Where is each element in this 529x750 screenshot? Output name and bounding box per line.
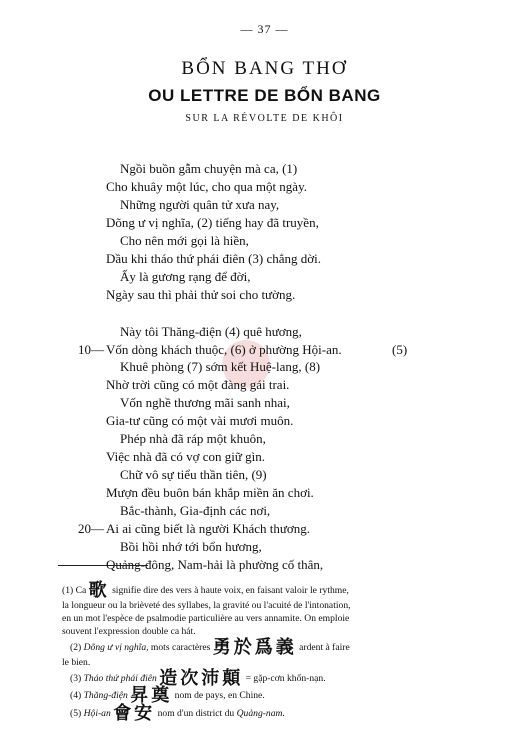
page-number: — 37 — <box>240 22 289 36</box>
footnote-3-meaning: = gặp-cơn khốn-nạn. <box>245 673 326 684</box>
footnote-1-cont: la longueur ou la brièveté des syllabes, la gravité ou l'acuité de l'intonation, <box>62 600 351 611</box>
verse-line: Nhờ trời cũng có một đàng gái trai. <box>106 377 290 392</box>
line-number-20: 20— <box>78 521 104 536</box>
verse-line: Bồi hồi nhớ tới bổn hương, <box>120 539 262 554</box>
footnote-2 <box>70 637 472 657</box>
footnote-3 <box>70 668 472 688</box>
footnote-5-term: Hội-an <box>83 708 111 719</box>
footnote-4-label: (4) <box>70 690 82 701</box>
footnote-3-characters: 造次沛顛 <box>159 668 244 688</box>
verse-line: Gia-tư cũng có một vài mươi muôn. <box>106 413 294 428</box>
footnote-1-cont: en un mot l'espèce de psalmodie particulière au vers annamite. On emploie <box>62 613 350 624</box>
footnote-5-label: (5) <box>70 708 82 719</box>
footnote-2-characters: 勇於爲義 <box>212 637 297 657</box>
footnote-1-character: 歌 <box>88 580 110 600</box>
verse-line: Ngồi buồn gẫm chuyện mà ca, (1) <box>120 161 298 176</box>
verse-line: Này tôi Thăng-điện (4) quê hương, <box>120 324 302 339</box>
footnote-1-label: (1) Ca <box>62 585 87 596</box>
footnote-2-label: (2) <box>70 642 82 653</box>
footnote-4-term: Thăng-điện <box>83 690 128 701</box>
footnote-5-place: Quảng-nam. <box>236 708 285 719</box>
verse-line: Quảng-đông, Nam-hải là phường cố thân, <box>106 557 324 572</box>
verse-line: Dõng ư vị nghĩa, (2) tiếng hay đã truyền, <box>106 215 319 230</box>
verse-line: Cho khuây một lúc, cho qua một ngày. <box>106 179 307 194</box>
footnote-2-term: Dõng ư vị nghĩa, <box>83 642 149 653</box>
verse-line: Bắc-thành, Gia-định các nơi, <box>120 503 271 518</box>
title-sub: OU LETTRE DE BỔN BANG <box>148 86 381 105</box>
verse-line: Vốn dòng khách thuộc, (6) ở phường Hội-an. <box>106 342 342 357</box>
line-number-10: 10— <box>78 342 104 357</box>
footnote-5-meaning: nom d'un district du <box>157 708 235 719</box>
verse-line: Ấy là gương rạng để đời, <box>120 269 251 284</box>
verse-line: Việc nhà đã có vợ con giữ gìn. <box>106 449 265 464</box>
footnote-5 <box>70 703 472 723</box>
footnote-4-characters: 昇奠 <box>130 685 173 705</box>
verse-line: Chữ vô sự tiểu thần tiên, (9) <box>120 467 267 482</box>
footnote-3-label: (3) <box>70 673 82 684</box>
footnote-3-term: Tháo thứ phái điên <box>83 673 157 684</box>
verse-line: Ngày sau thì phải thử soi cho tường. <box>106 287 296 302</box>
footnote-divider <box>58 565 148 566</box>
title-note: SUR LA RÉVOLTE DE KHÔI <box>185 113 344 124</box>
footnote-1-cont: souvent l'expression double ca hát. <box>62 626 196 637</box>
verse-line: Những người quân tử xưa nay, <box>120 197 280 212</box>
footnote-4 <box>70 685 472 705</box>
verse-line: Vốn nghề thương mãi sanh nhai, <box>120 395 290 410</box>
verse-line: Mượn đều buôn bán khắp miền ăn chơi. <box>106 485 314 500</box>
verse-line: Khuê phòng (7) sớm kết Huệ-lang, (8) <box>120 359 321 374</box>
footnote-5-characters: 會安 <box>113 703 156 723</box>
verse-line: Dầu khi tháo thứ phái điên (3) chẳng dời. <box>106 251 322 266</box>
footnote-2-meaning: ardent à faire <box>299 642 350 653</box>
verse-line: Ai ai cũng biết là người Khách thương. <box>106 521 311 536</box>
footnote-1 <box>62 580 464 600</box>
verse-line: Cho nên mới gọi là hiền, <box>120 233 249 248</box>
footnote-2-cont: le bien. <box>62 657 91 668</box>
footnote-1-text: signifie dire des vers à haute voix, en faisant valoir le rythme, <box>112 585 349 596</box>
footnote-4-meaning: nom de pays, en Chine. <box>174 690 265 701</box>
footnote-ref-5: (5) <box>392 342 408 357</box>
verse-line: Phép nhà đã ráp một khuôn, <box>120 431 266 446</box>
title-main: BỔN BANG THƠ <box>181 58 348 79</box>
footnote-2-text: mots caractères <box>150 642 211 653</box>
